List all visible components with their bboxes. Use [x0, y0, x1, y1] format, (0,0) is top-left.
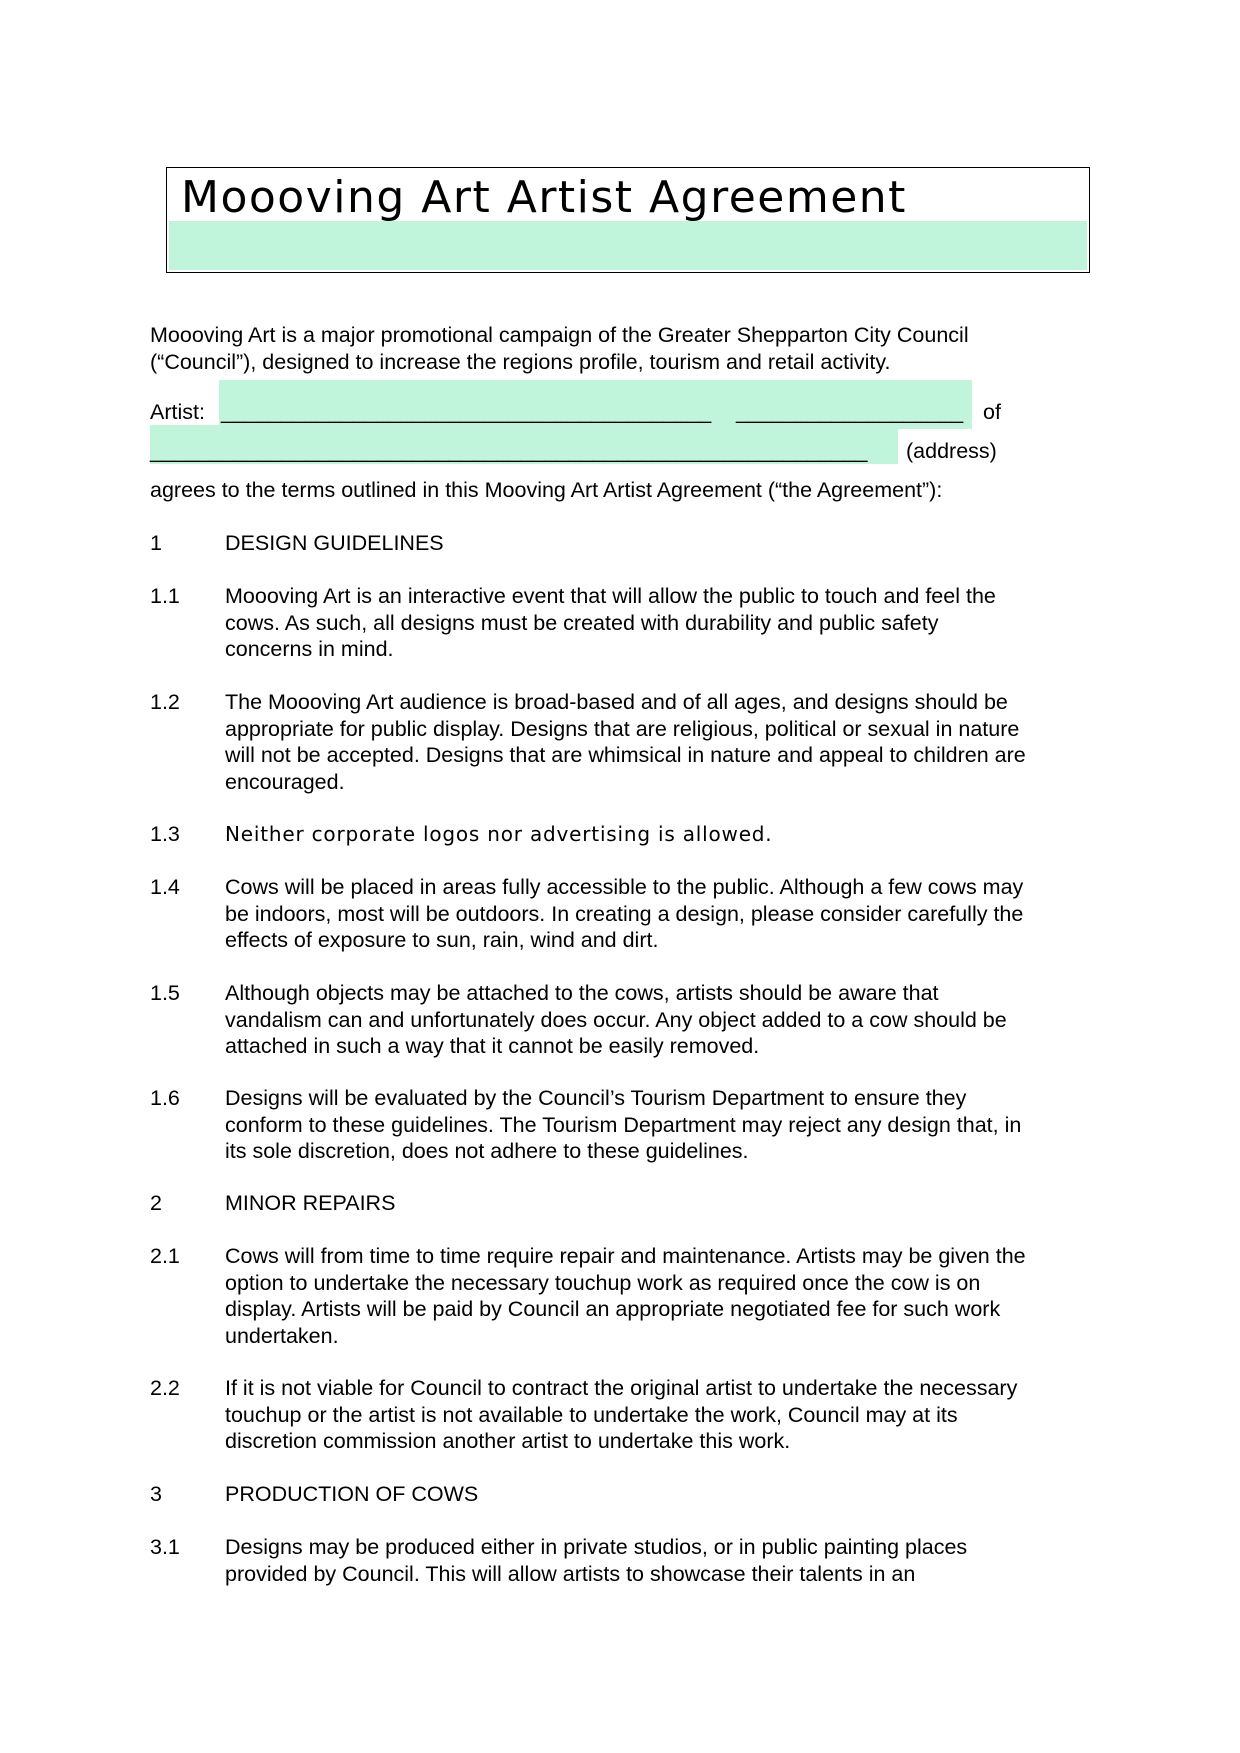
clause-1-1: Moooving Art is an interactive event that will allow the public to touch and feel the cows. As such, all designs must be created with durability and public safety concerns in mind. [225, 584, 996, 661]
section-1-number: 1 [150, 531, 162, 555]
clause-1-5-number: 1.5 [150, 981, 180, 1005]
clause-1-3-number: 1.3 [150, 822, 180, 846]
intro-line-2: (“Council”), designed to increase the regions profile, tourism and retail activity. [150, 350, 891, 374]
intro-line-1: Moooving Art is a major promotional campaign of the Greater Shepparton City Council [150, 323, 969, 347]
clause-2-2: If it is not viable for Council to contract the original artist to undertake the necessary touchup or the artist is not available to undertake the work, Council may at its discretion commission another artist to undertake this work. [225, 1376, 1018, 1453]
artist-name-blank-2: ___________________ [736, 400, 964, 424]
artist-label: Artist: [150, 400, 205, 424]
artist-name-blank: _________________________________________ [221, 400, 712, 424]
clause-1-2: The Moooving Art audience is broad-based and of all ages, and designs should be appropriate for public display. Designs that are religious, political or sexual in nature will not be accepted. Designs that are whimsical in nature and appeal to children are encouraged. [225, 690, 1026, 794]
section-1-heading: DESIGN GUIDELINES [225, 531, 444, 555]
section-3-number: 3 [150, 1482, 162, 1506]
agreement-statement: agrees to the terms outlined in this Mooving Art Artist Agreement (“the Agreement”): [150, 478, 943, 502]
section-2-number: 2 [150, 1191, 162, 1215]
clause-1-1-number: 1.1 [150, 584, 180, 608]
clause-1-3: Neither corporate logos nor advertising is allowed. [225, 822, 773, 846]
clause-1-2-number: 1.2 [150, 690, 180, 714]
clause-2-2-number: 2.2 [150, 1376, 180, 1400]
clause-3-1: Designs may be produced either in private studios, or in public painting places provided by Council. This will allow artists to showcase their talents in an [225, 1535, 968, 1586]
clause-1-5: Although objects may be attached to the cows, artists should be aware that vandalism can and unfortunately does occur. Any object added to a cow should be attached in such a way that it cannot be easily removed. [225, 981, 1007, 1058]
clause-3-1-number: 3.1 [150, 1535, 180, 1559]
title-highlight [169, 221, 1087, 270]
section-3-heading: PRODUCTION OF COWS [225, 1482, 479, 1506]
section-2-heading: MINOR REPAIRS [225, 1191, 396, 1215]
clause-2-1-number: 2.1 [150, 1244, 180, 1268]
title-box [166, 167, 1090, 273]
clause-1-4-number: 1.4 [150, 875, 180, 899]
clause-2-1: Cows will from time to time require repair and maintenance. Artists may be given the option to undertake the necessary touchup work as required once the cow is on display. Artists will be paid by Council an appropriate negotiated fee for such work undertaken. [225, 1244, 1026, 1348]
clause-1-4: Cows will be placed in areas fully accessible to the public. Although a few cows may be indoors, most will be outdoors. In creating a design, please consider carefully the effects of exposure to sun, rain, wind and dirt. [225, 875, 1024, 952]
address-blank: ____________________________________________________________ [150, 439, 868, 463]
of-label: of [983, 400, 1001, 424]
document-title: Moooving Art Artist Agreement [181, 172, 907, 223]
clause-1-6: Designs will be evaluated by the Council’s Tourism Department to ensure they conform to these guidelines. The Tourism Department may reject any design that, in its sole discretion, does not adhere to these guidelines. [225, 1086, 1022, 1163]
clause-1-6-number: 1.6 [150, 1086, 180, 1110]
address-label: (address) [906, 439, 997, 463]
